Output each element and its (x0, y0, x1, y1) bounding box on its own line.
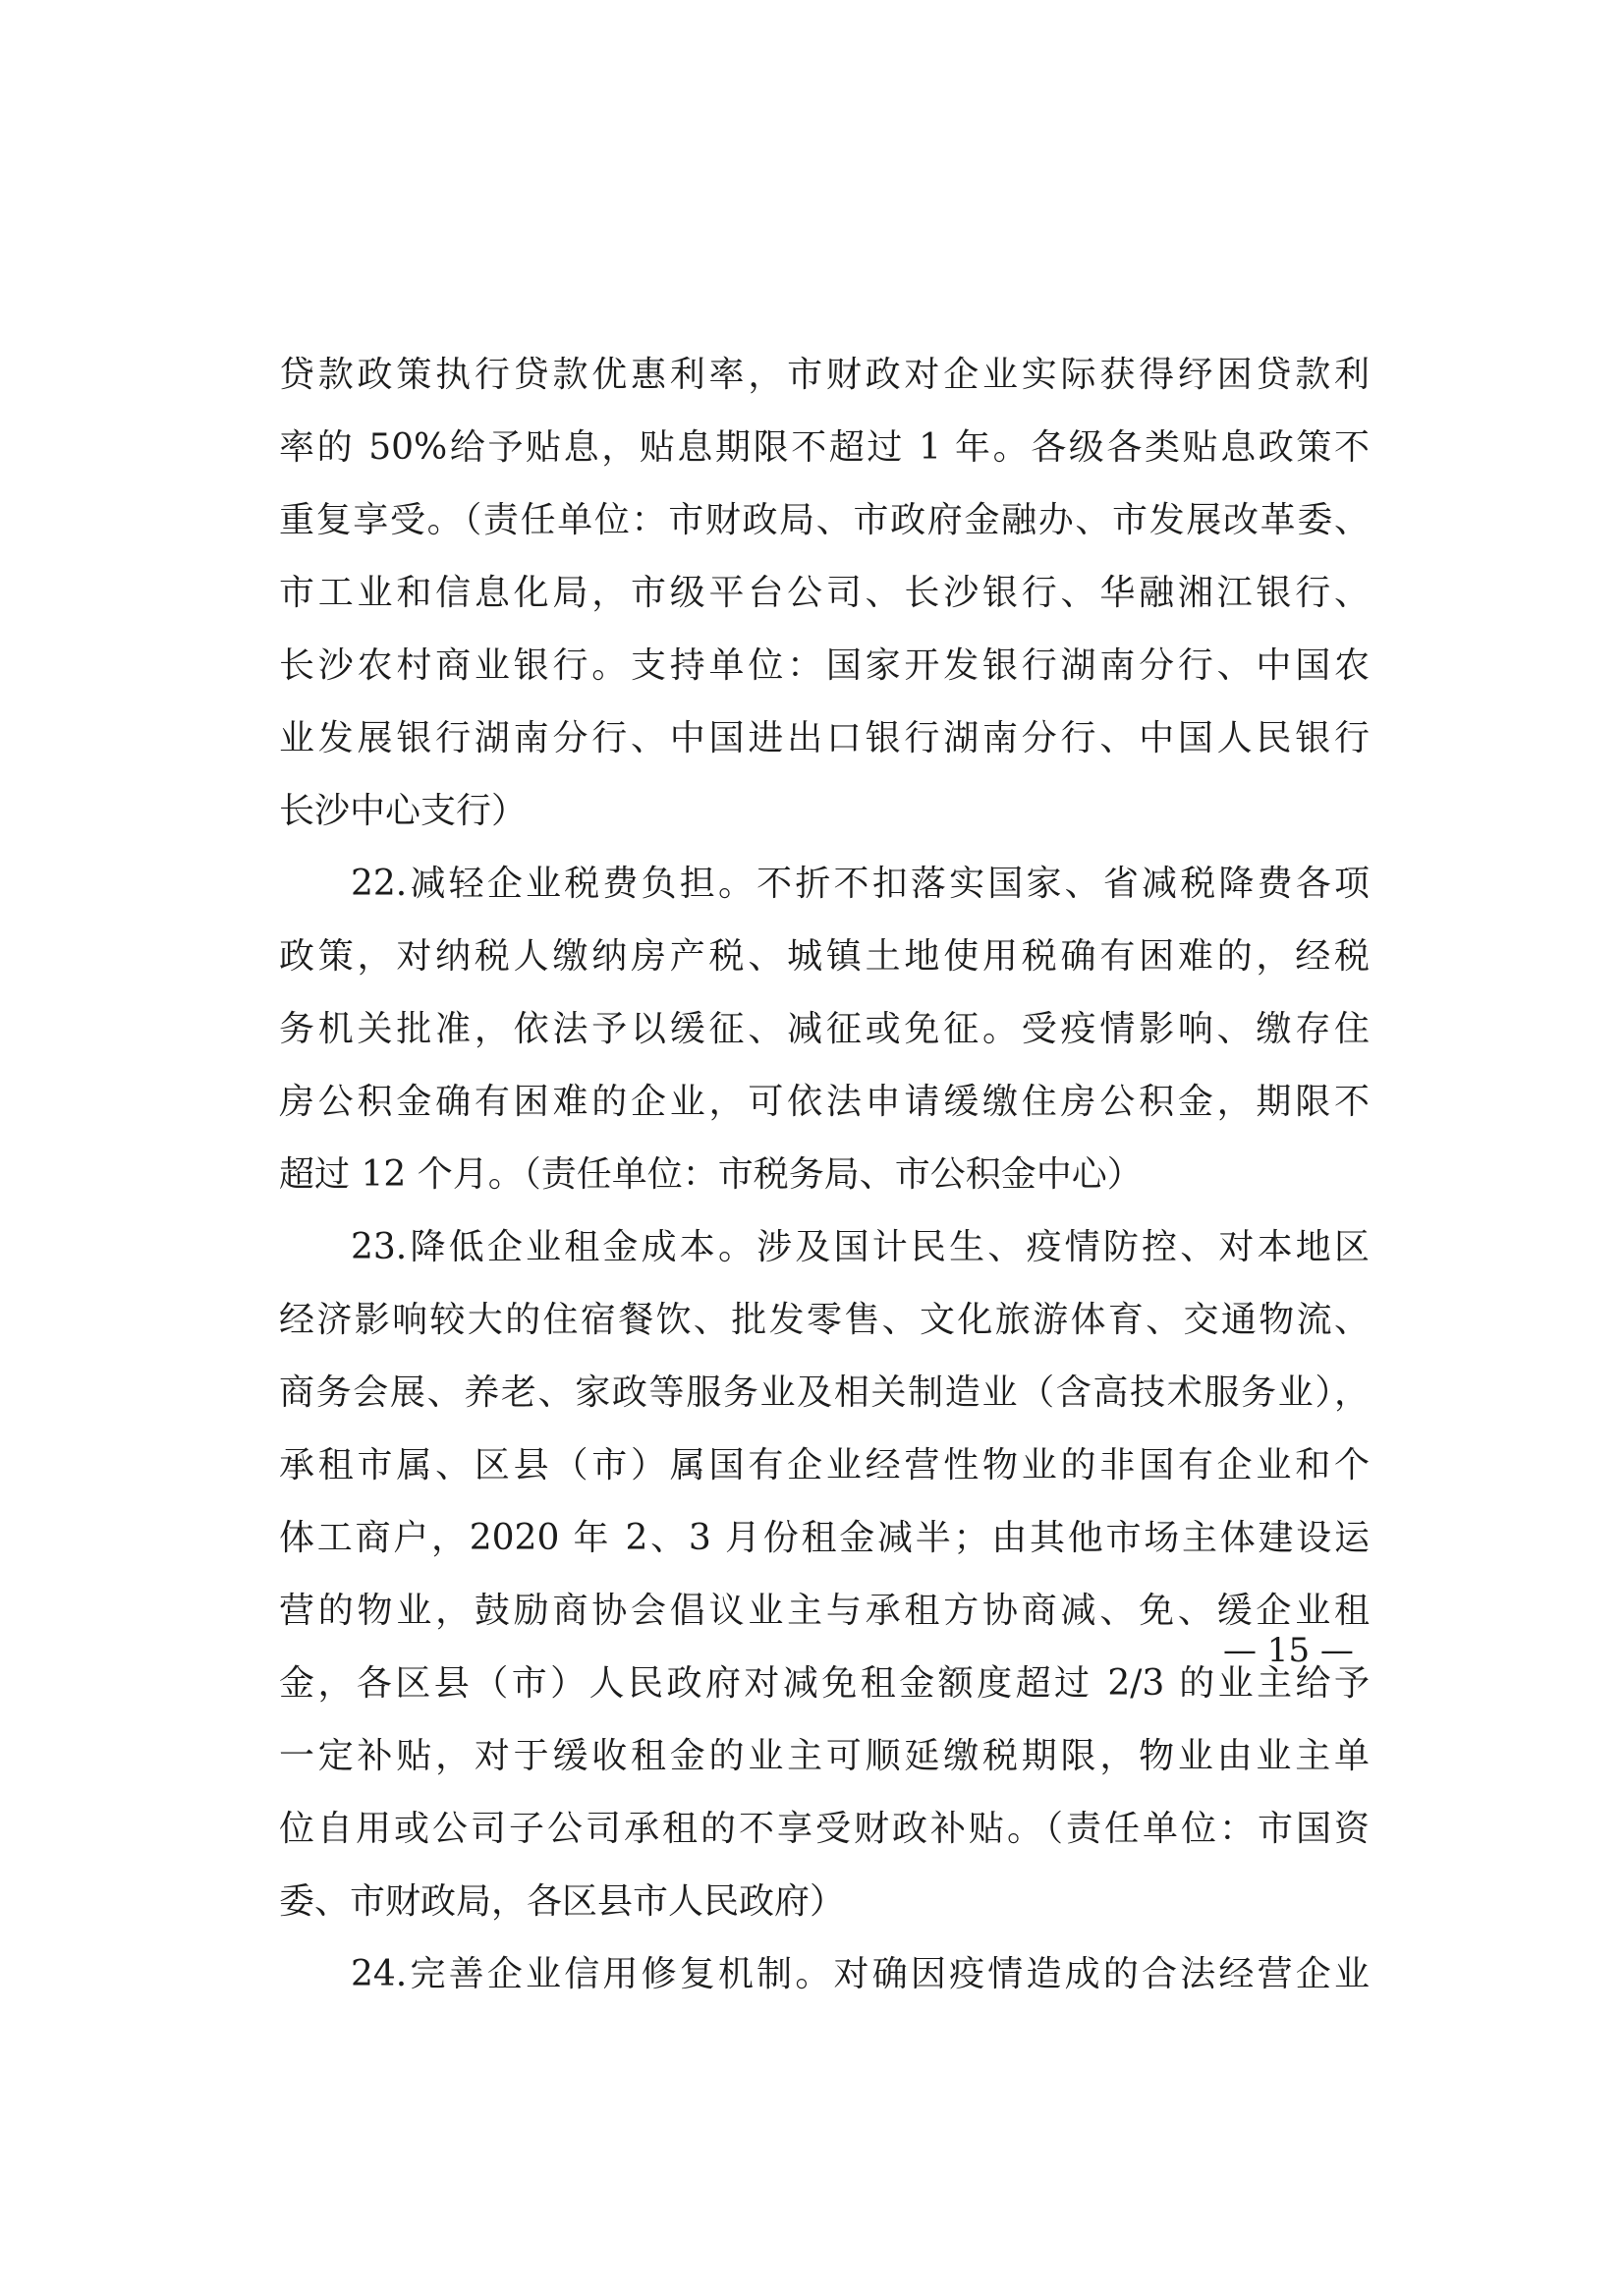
text-line: 长沙农村商业银行。支持单位：国家开发银行湖南分行、中国农 (279, 645, 1370, 686)
page-number: — 15 — (1223, 1631, 1354, 1670)
text-line: 位自用或公司子公司承租的不享受财政补贴。（责任单位：市国资 (279, 1809, 1370, 1849)
text-line: 重复享受。（责任单位：市财政局、市政府金融办、市发展改革委、 (279, 500, 1370, 540)
text-line: 商务会展、养老、家政等服务业及相关制造业（含高技术服务业）， (279, 1372, 1370, 1413)
text-line: 房公积金确有困难的企业，可依法申请缓缴住房公积金，期限不 (279, 1082, 1370, 1122)
text-line: 一定补贴，对于缓收租金的业主可顺延缴税期限，物业由业主单 (279, 1736, 1370, 1776)
text-line: 承租市属、区县（市）属国有企业经营性物业的非国有企业和个 (279, 1445, 1370, 1485)
text-line: 市工业和信息化局，市级平台公司、长沙银行、华融湘江银行、 (279, 573, 1370, 613)
text-line: 业发展银行湖南分行、中国进出口银行湖南分行、中国人民银行 (279, 718, 1370, 758)
text-line: 贷款政策执行贷款优惠利率，市财政对企业实际获得纾困贷款利 (279, 355, 1370, 395)
text-line: 超过 12 个月。（责任单位：市税务局、市公积金中心） (279, 1154, 1143, 1195)
text-line: 率的 50%给予贴息，贴息期限不超过 1 年。各级各类贴息政策不 (279, 427, 1370, 468)
paragraph-23-heading: 23.降低企业租金成本。涉及国计民生、疫情防控、对本地区 (351, 1227, 1370, 1267)
text-line: 营的物业，鼓励商协会倡议业主与承租方协商减、免、缓企业租 (279, 1591, 1370, 1631)
text-line: 务机关批准，依法予以缓征、减征或免征。受疫情影响、缴存住 (279, 1009, 1370, 1049)
text-line: 体工商户，2020 年 2、3 月份租金减半；由其他市场主体建设运 (279, 1518, 1370, 1558)
body-text (279, 339, 1370, 2011)
text-line: 经济影响较大的住宿餐饮、批发零售、文化旅游体育、交通物流、 (279, 1300, 1370, 1340)
text-line: 长沙中心支行） (279, 791, 528, 831)
paragraph-22-heading: 22.减轻企业税费负担。不折不扣落实国家、省减税降费各项 (351, 864, 1370, 904)
text-line: 金，各区县（市）人民政府对减免租金额度超过 2/3 的业主给予 (279, 1663, 1370, 1704)
paragraph-24-heading: 24.完善企业信用修复机制。对确因疫情造成的合法经营企业 (351, 1954, 1370, 1994)
text-line: 政策，对纳税人缴纳房产税、城镇土地使用税确有困难的，经税 (279, 936, 1370, 977)
text-line: 委、市财政局，各区县市人民政府） (279, 1881, 846, 1922)
